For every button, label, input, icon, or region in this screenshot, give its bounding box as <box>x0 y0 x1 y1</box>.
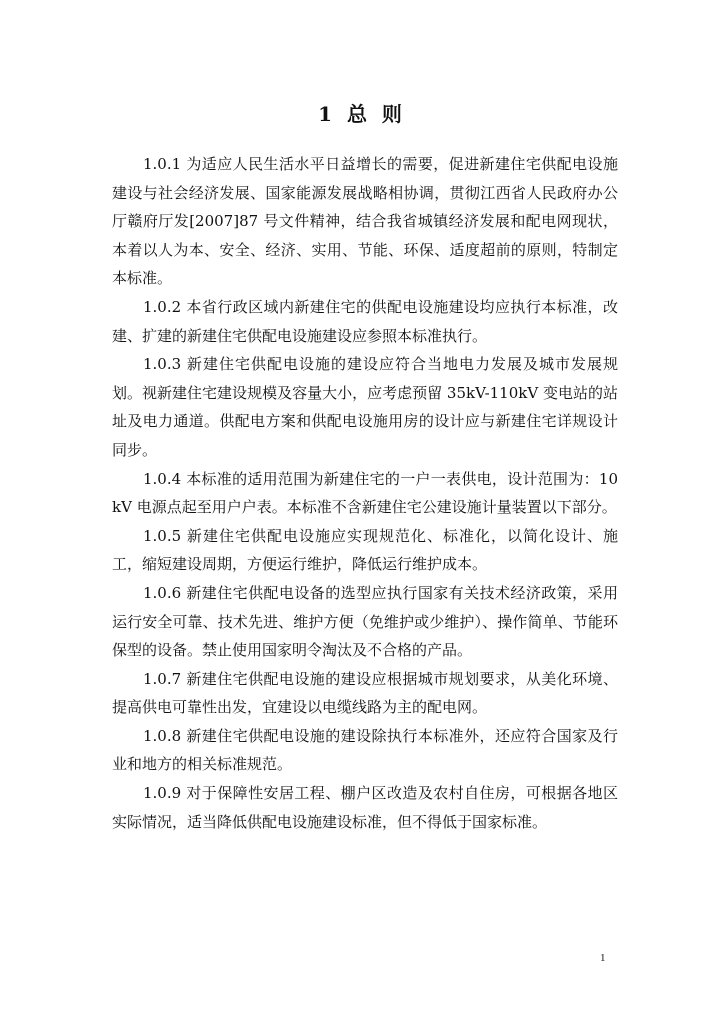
clause-1-0-5: 1.0.5 新建住宅供配电设施应实现规范化、标准化，以简化设计、施工，缩短建设周期，方便运行维护，降低运行维护成本。 <box>112 526 618 574</box>
clause-1-0-3: 1.0.3 新建住宅供配电设施的建设应符合当地电力发展及城市发展规划。视新建住宅建设规模及容量大小，应考虑预留 35kV-110kV 变电站的站址及电力通道。供配电方案和供配电设施用房的设计应与新建住宅详规设计同步。 <box>112 355 618 459</box>
clause-1-0-9: 1.0.9 对于保障性安居工程、棚户区改造及农村自住房，可根据各地区实际情况，适当降低供配电设施建设标准，但不得低于国家标准。 <box>112 784 618 831</box>
clause-1-0-4: 1.0.4 本标准的适用范围为新建住宅的一户一表供电，设计范围为：10kV 电源点起至用户户表。本标准不含新建住宅公建设施计量装置以下部分。 <box>112 469 618 517</box>
page-number: 1 <box>600 952 606 964</box>
clause-1-0-8: 1.0.8 新建住宅供配电设施的建设除执行本标准外，还应符合国家及行业和地方的相关标准规范。 <box>112 726 618 774</box>
chapter-title: 1 总 则 <box>318 102 406 126</box>
clause-1-0-7: 1.0.7 新建住宅供配电设施的建设应根据城市规划要求，从美化环境、提高供电可靠性出发，宜建设以电缆线路为主的配电网。 <box>112 669 618 717</box>
body-text <box>112 150 618 836</box>
clause-1-0-2: 1.0.2 本省行政区域内新建住宅的供配电设施建设均应执行本标准，改建、扩建的新建住宅供配电设施建设应参照本标准执行。 <box>112 297 618 345</box>
clause-1-0-1: 1.0.1 为适应人民生活水平日益增长的需要，促进新建住宅供配电设施建设与社会经济发展、国家能源发展战略相协调，贯彻江西省人民政府办公厅赣府厅发[2007]87 号文件精神，结合我省城镇经济发展和配电网现状，本着以人为本、安全、经济、实用、节能、环保、适度超前的原则，特制定本标准。 <box>112 155 618 288</box>
clause-1-0-6: 1.0.6 新建住宅供配电设备的选型应执行国家有关技术经济政策，采用运行安全可靠、技术先进、维护方便（免维护或少维护）、操作简单、节能环保型的设备。禁止使用国家明令淘汰及不合格的产品。 <box>112 583 618 660</box>
